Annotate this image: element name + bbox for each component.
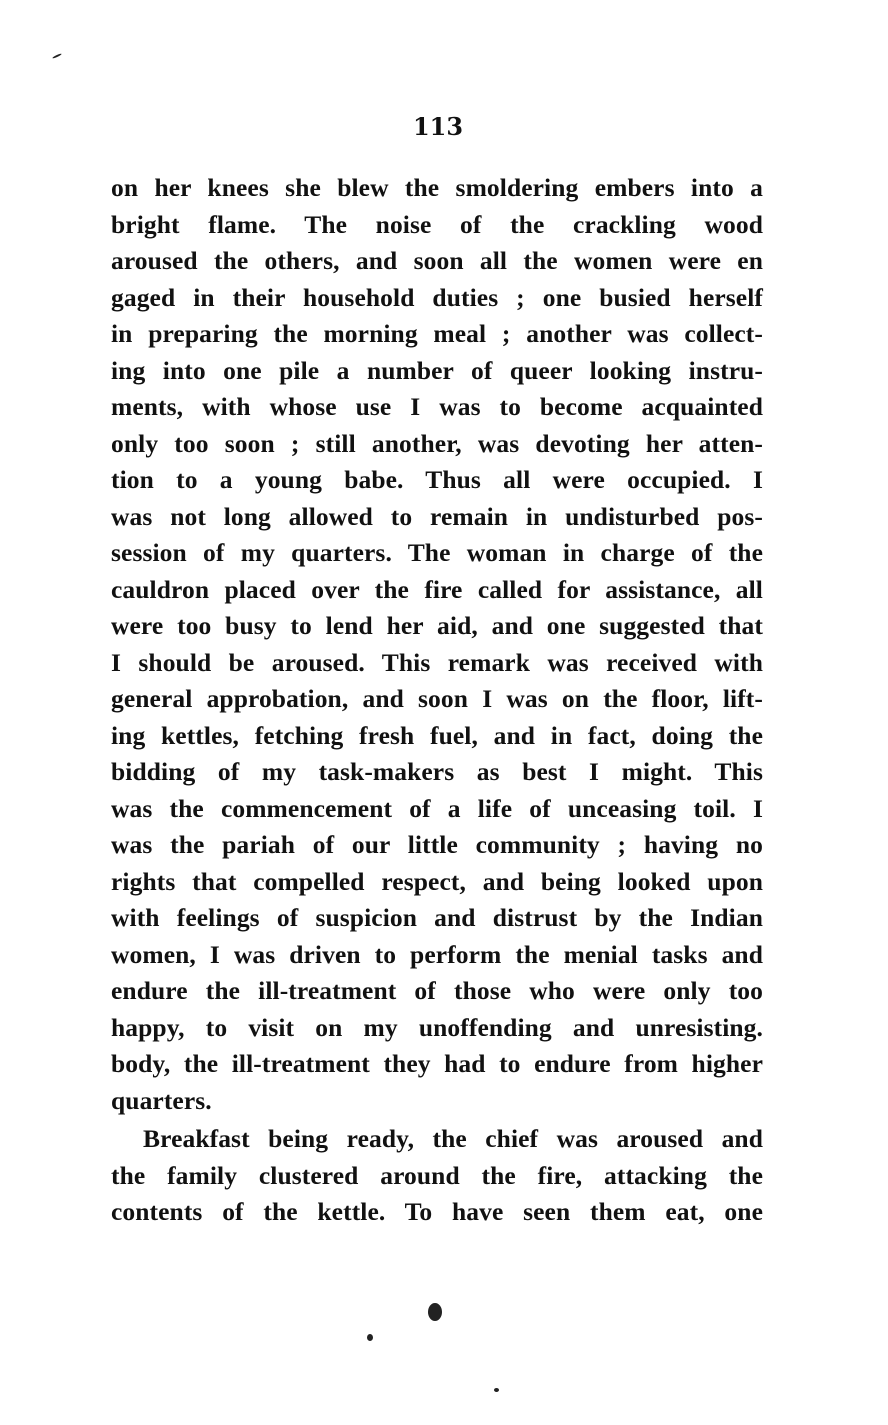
paragraph (111, 170, 763, 1119)
text-line: gaged in their household duties ; one busied herself (111, 282, 763, 312)
text-line: quarters. (111, 1085, 212, 1115)
text-line: with feelings of suspicion and distrust by the Indian (111, 903, 763, 932)
text-line: body, the ill-treatment they had to endure from higher (111, 1049, 763, 1078)
paragraph (111, 1121, 763, 1231)
text-line: was not long allowed to remain in undisturbed pos- (111, 501, 763, 531)
text-line: cauldron placed over the fire called for assistance, all (111, 574, 763, 604)
text-line: endure the ill-treatment of those who were only too (111, 976, 763, 1005)
ink-speck (52, 53, 62, 59)
text-line: in preparing the morning meal ; another was collect- (111, 319, 763, 348)
text-line: bidding of my task-makers as best I might. This (111, 757, 763, 786)
text-line: was the commencement of a life of unceasing toil. I (111, 793, 763, 823)
text-line: contents of the kettle. To have seen them eat, one (111, 1197, 763, 1226)
text-line: happy, to visit on my unoffending and unresisting. (111, 1012, 763, 1042)
ink-speck (494, 1388, 499, 1392)
text-line: session of my quarters. The woman in charge of the (111, 538, 763, 567)
page-number: 113 (412, 112, 464, 141)
text-line: the family clustered around the fire, attacking the (111, 1160, 763, 1190)
text-line: general approbation, and soon I was on the floor, lift- (111, 684, 763, 713)
text-line: ing into one pile a number of queer looking instru- (111, 355, 763, 385)
text-line: women, I was driven to perform the menial tasks and (111, 939, 763, 969)
text-line: was the pariah of our little community ; having no (111, 830, 763, 859)
ink-speck (367, 1334, 373, 1341)
text-line: ments, with whose use I was to become acquainted (111, 392, 763, 421)
text-line: were too busy to lend her aid, and one suggested that (111, 611, 763, 640)
text-line: I should be aroused. This remark was received with (111, 647, 763, 677)
text-line: only too soon ; still another, was devoting her atten- (111, 428, 763, 458)
ink-blot (428, 1303, 442, 1321)
text-line: on her knees she blew the smoldering embers into a (111, 173, 763, 202)
body-text (111, 170, 763, 1231)
text-line: bright flame. The noise of the crackling wood (111, 209, 763, 239)
text-line: aroused the others, and soon all the women were en (111, 246, 763, 275)
text-line: tion to a young babe. Thus all were occupied. I (111, 465, 763, 494)
text-line: ing kettles, fetching fresh fuel, and in fact, doing the (111, 720, 763, 750)
text-line: rights that compelled respect, and being looked upon (111, 866, 763, 896)
text-line: Breakfast being ready, the chief was aroused and (143, 1124, 763, 1153)
